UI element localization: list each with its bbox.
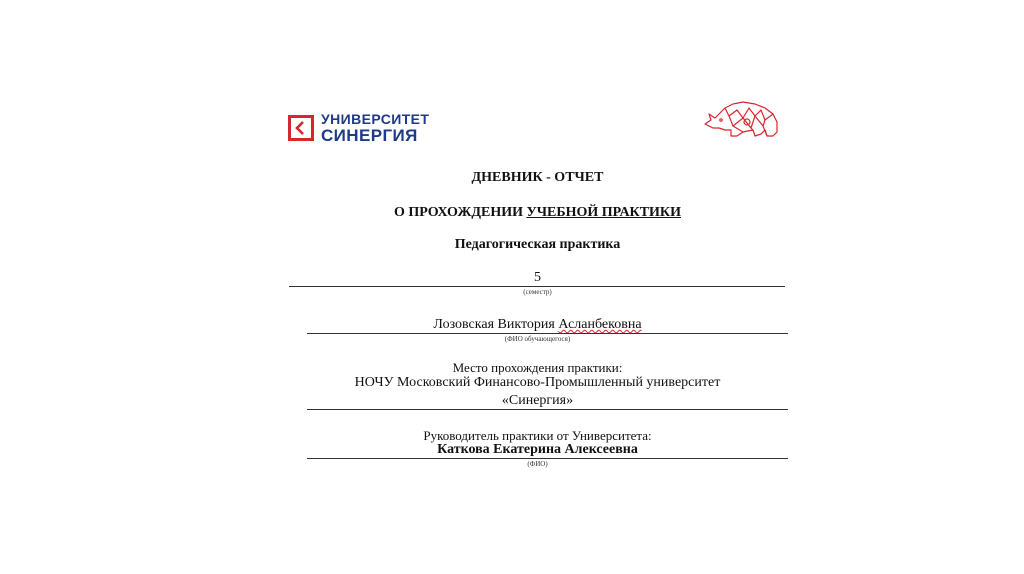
- semester-value: 5: [534, 270, 541, 285]
- logo-line-1: УНИВЕРСИТЕТ: [321, 111, 430, 127]
- student-name: [0, 317, 1024, 333]
- logo-text: [321, 112, 429, 144]
- student-name-part1: Лозовская Виктория: [433, 317, 559, 332]
- student-name-part2: Асланбековна: [558, 317, 642, 332]
- subtitle-practice: УЧЕБНОЙ ПРАКТИКИ: [526, 205, 681, 220]
- supervisor-name: Каткова Екатерина Алексеевна: [437, 442, 638, 457]
- student-underline: [307, 333, 788, 334]
- university-logo: [288, 112, 429, 144]
- practice-type: Педагогическая практика: [454, 237, 621, 252]
- logo-k-icon: [288, 115, 314, 141]
- subtitle-prefix: О ПРОХОЖДЕНИИ: [394, 205, 527, 220]
- place-underline: [307, 409, 788, 410]
- place-label: Место прохождения практики:: [452, 360, 623, 375]
- student-caption: (ФИО обучающегося): [504, 335, 571, 343]
- semester-caption: (семестр): [523, 288, 552, 296]
- supervisor-label: Руководитель практики от Университета:: [423, 428, 652, 443]
- place-line-1: НОЧУ Московский Финансово-Промышленный университет: [354, 375, 721, 390]
- document-title: ДНЕВНИК - ОТЧЕТ: [471, 170, 604, 185]
- logo-line-2: СИНЕРГИЯ: [321, 126, 418, 145]
- semester-underline: [289, 286, 785, 287]
- supervisor-underline: [307, 458, 788, 459]
- supervisor-caption: (ФИО): [527, 460, 548, 468]
- document-subtitle: [0, 205, 1024, 221]
- place-line-2: «Синергия»: [501, 393, 574, 408]
- rhino-emblem-icon: [703, 100, 781, 140]
